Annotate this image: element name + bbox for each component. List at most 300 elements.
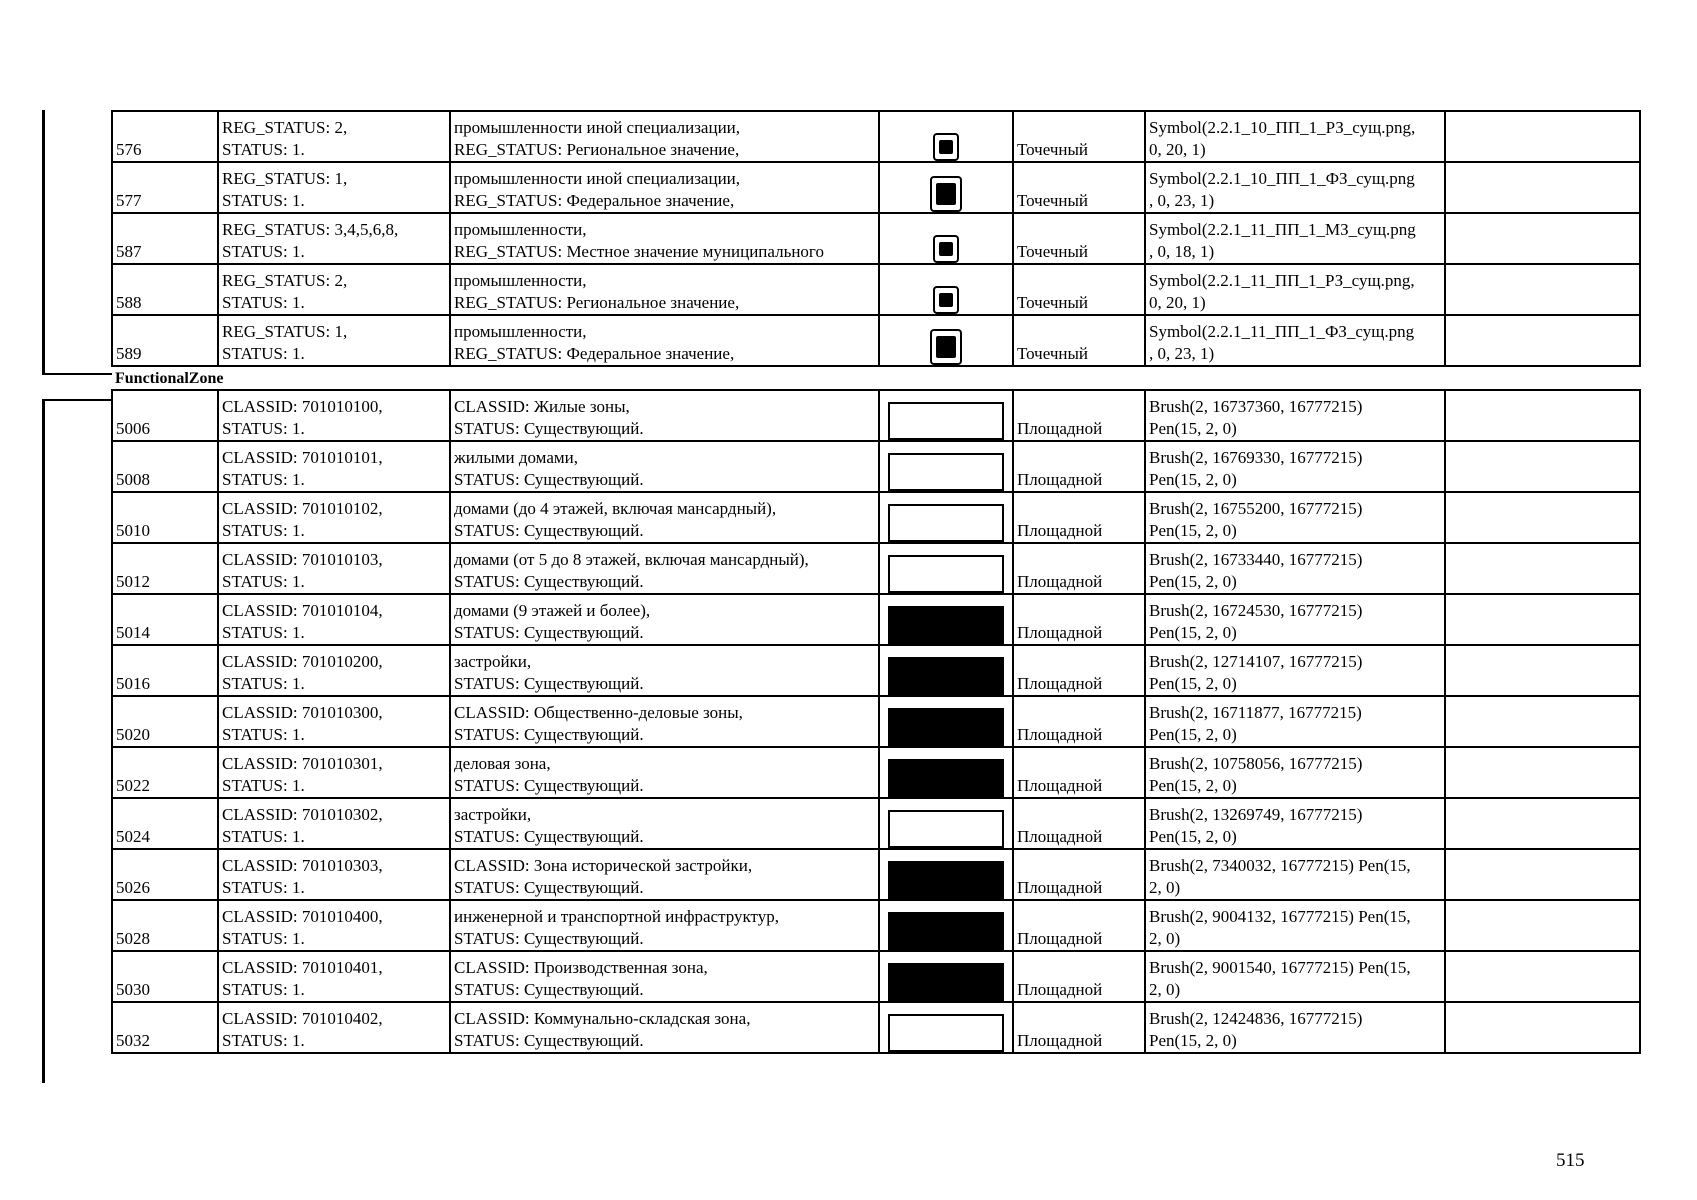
row-id bbox=[112, 441, 218, 492]
geometry-type-cell-line: Площадной bbox=[1017, 674, 1103, 693]
filter-cell bbox=[218, 747, 450, 798]
description-cell bbox=[450, 1002, 879, 1053]
section-divider-line bbox=[42, 373, 112, 375]
filter-cell-line: REG_STATUS: 1, bbox=[222, 169, 348, 188]
geometry-type-cell bbox=[1013, 492, 1145, 543]
filter-cell-line: REG_STATUS: 1, bbox=[222, 322, 348, 341]
row-id bbox=[112, 594, 218, 645]
symbol-cell bbox=[879, 213, 1013, 264]
zone-fill-swatch bbox=[888, 1014, 1004, 1052]
map-point-symbol-icon bbox=[933, 133, 959, 161]
filter-cell bbox=[218, 849, 450, 900]
filter-cell-line: STATUS: 1. bbox=[222, 827, 305, 846]
row-id-line: 5014 bbox=[116, 623, 150, 642]
empty-cell bbox=[1445, 390, 1640, 441]
row-id-line: 5032 bbox=[116, 1031, 150, 1050]
section-header-row bbox=[112, 366, 1640, 390]
symbol-cell bbox=[879, 747, 1013, 798]
geometry-type-cell-line: Точечный bbox=[1017, 191, 1089, 210]
style-cell-line: Brush(2, 9001540, 16777215) Pen(15, bbox=[1149, 958, 1411, 977]
map-point-symbol-icon bbox=[933, 286, 959, 314]
filter-cell-line: CLASSID: 701010303, bbox=[222, 856, 383, 875]
geometry-type-cell bbox=[1013, 951, 1145, 1002]
filter-cell-line: STATUS: 1. bbox=[222, 140, 305, 159]
style-cell-line: Brush(2, 16733440, 16777215) bbox=[1149, 550, 1363, 569]
row-id bbox=[112, 798, 218, 849]
symbol-cell bbox=[879, 1002, 1013, 1053]
geometry-type-cell-line: Площадной bbox=[1017, 725, 1103, 744]
description-cell-line: REG_STATUS: Региональное значение, bbox=[454, 140, 740, 159]
empty-cell bbox=[1445, 798, 1640, 849]
description-cell-line: CLASSID: Общественно-деловые зоны, bbox=[454, 703, 743, 722]
filter-cell-line: CLASSID: 701010300, bbox=[222, 703, 383, 722]
table-row bbox=[112, 441, 1640, 492]
symbol-cell bbox=[879, 900, 1013, 951]
style-cell-line: Brush(2, 12714107, 16777215) bbox=[1149, 652, 1363, 671]
page-number: 515 bbox=[1556, 1150, 1585, 1171]
style-cell-line: Brush(2, 12424836, 16777215) bbox=[1149, 1009, 1363, 1028]
empty-cell bbox=[1445, 162, 1640, 213]
filter-cell-line: CLASSID: 701010103, bbox=[222, 550, 383, 569]
style-cell-line: , 0, 23, 1) bbox=[1149, 344, 1215, 363]
style-cell-line: Brush(2, 16755200, 16777215) bbox=[1149, 499, 1363, 518]
geometry-type-cell bbox=[1013, 543, 1145, 594]
filter-cell bbox=[218, 315, 450, 366]
filter-cell-line: STATUS: 1. bbox=[222, 674, 305, 693]
style-cell bbox=[1145, 1002, 1445, 1053]
empty-cell bbox=[1445, 849, 1640, 900]
description-cell-line: промышленности, bbox=[454, 271, 587, 290]
filter-cell bbox=[218, 951, 450, 1002]
symbol-cell bbox=[879, 390, 1013, 441]
description-cell bbox=[450, 849, 879, 900]
geometry-type-cell bbox=[1013, 747, 1145, 798]
filter-cell-line: STATUS: 1. bbox=[222, 623, 305, 642]
description-cell-line: REG_STATUS: Местное значение муниципального bbox=[454, 242, 824, 261]
symbol-cell bbox=[879, 798, 1013, 849]
style-cell-line: Pen(15, 2, 0) bbox=[1149, 572, 1237, 591]
table-row bbox=[112, 594, 1640, 645]
description-cell-line: домами (до 4 этажей, включая мансардный), bbox=[454, 499, 777, 518]
style-cell bbox=[1145, 900, 1445, 951]
row-id bbox=[112, 747, 218, 798]
style-cell bbox=[1145, 315, 1445, 366]
empty-cell bbox=[1445, 696, 1640, 747]
description-cell-line: деловая зона, bbox=[454, 754, 551, 773]
filter-cell bbox=[218, 264, 450, 315]
zone-fill-swatch bbox=[888, 555, 1004, 593]
geometry-type-cell-line: Площадной bbox=[1017, 623, 1103, 642]
description-cell-line: жилыми домами, bbox=[454, 448, 578, 467]
description-cell-line: STATUS: Существующий. bbox=[454, 1031, 644, 1050]
filter-cell-line: STATUS: 1. bbox=[222, 776, 305, 795]
zone-fill-swatch bbox=[888, 861, 1004, 899]
style-cell-line: Pen(15, 2, 0) bbox=[1149, 1031, 1237, 1050]
row-id-line: 588 bbox=[116, 293, 142, 312]
style-cell-line: Brush(2, 16737360, 16777215) bbox=[1149, 397, 1363, 416]
style-cell bbox=[1145, 441, 1445, 492]
style-cell bbox=[1145, 645, 1445, 696]
style-cell bbox=[1145, 213, 1445, 264]
empty-cell bbox=[1445, 315, 1640, 366]
filter-cell bbox=[218, 798, 450, 849]
description-cell-line: промышленности, bbox=[454, 322, 587, 341]
style-cell bbox=[1145, 951, 1445, 1002]
filter-cell-line: STATUS: 1. bbox=[222, 293, 305, 312]
description-cell-line: REG_STATUS: Федеральное значение, bbox=[454, 191, 735, 210]
row-id bbox=[112, 492, 218, 543]
description-cell-line: инженерной и транспортной инфраструктур, bbox=[454, 907, 779, 926]
filter-cell-line: STATUS: 1. bbox=[222, 725, 305, 744]
empty-cell bbox=[1445, 645, 1640, 696]
description-cell-line: домами (от 5 до 8 этажей, включая мансардный), bbox=[454, 550, 809, 569]
geometry-type-cell bbox=[1013, 594, 1145, 645]
row-id bbox=[112, 900, 218, 951]
style-cell-line: Pen(15, 2, 0) bbox=[1149, 623, 1237, 642]
filter-cell-line: STATUS: 1. bbox=[222, 521, 305, 540]
filter-cell-line: CLASSID: 701010101, bbox=[222, 448, 383, 467]
description-cell bbox=[450, 390, 879, 441]
map-point-symbol-icon bbox=[933, 235, 959, 263]
table-row bbox=[112, 951, 1640, 1002]
empty-cell bbox=[1445, 594, 1640, 645]
geometry-type-cell bbox=[1013, 390, 1145, 441]
description-cell bbox=[450, 264, 879, 315]
geometry-type-cell bbox=[1013, 213, 1145, 264]
style-cell-line: Pen(15, 2, 0) bbox=[1149, 776, 1237, 795]
left-margin-rule-bottom bbox=[42, 400, 45, 1083]
filter-cell-line: CLASSID: 701010102, bbox=[222, 499, 383, 518]
filter-cell bbox=[218, 390, 450, 441]
geometry-type-cell bbox=[1013, 798, 1145, 849]
table-row bbox=[112, 315, 1640, 366]
zone-fill-swatch bbox=[888, 708, 1004, 746]
row-id bbox=[112, 264, 218, 315]
style-cell-line: Symbol(2.2.1_10_ПП_1_РЗ_сущ.png, bbox=[1149, 118, 1416, 137]
table-row bbox=[112, 162, 1640, 213]
style-cell-line: 2, 0) bbox=[1149, 980, 1181, 999]
description-cell bbox=[450, 798, 879, 849]
filter-cell-line: STATUS: 1. bbox=[222, 470, 305, 489]
filter-cell bbox=[218, 645, 450, 696]
row-id bbox=[112, 1002, 218, 1053]
description-cell bbox=[450, 747, 879, 798]
description-cell bbox=[450, 162, 879, 213]
geometry-type-cell-line: Точечный bbox=[1017, 242, 1089, 261]
zone-fill-swatch bbox=[888, 453, 1004, 491]
geometry-type-cell-line: Площадной bbox=[1017, 980, 1103, 999]
style-cell bbox=[1145, 492, 1445, 543]
filter-cell bbox=[218, 543, 450, 594]
style-cell bbox=[1145, 594, 1445, 645]
geometry-type-cell-line: Площадной bbox=[1017, 776, 1103, 795]
symbol-cell bbox=[879, 315, 1013, 366]
symbol-cell bbox=[879, 111, 1013, 162]
geometry-type-cell-line: Точечный bbox=[1017, 293, 1089, 312]
geometry-type-cell bbox=[1013, 264, 1145, 315]
style-cell bbox=[1145, 798, 1445, 849]
symbol-cell bbox=[879, 162, 1013, 213]
filter-cell-line: REG_STATUS: 2, bbox=[222, 271, 348, 290]
description-cell-line: STATUS: Существующий. bbox=[454, 827, 644, 846]
description-cell bbox=[450, 543, 879, 594]
style-cell-line: , 0, 23, 1) bbox=[1149, 191, 1215, 210]
style-cell-line: Pen(15, 2, 0) bbox=[1149, 827, 1237, 846]
row-id bbox=[112, 162, 218, 213]
style-cell-line: Pen(15, 2, 0) bbox=[1149, 470, 1237, 489]
style-cell-line: Brush(2, 16724530, 16777215) bbox=[1149, 601, 1363, 620]
filter-cell-line: CLASSID: 701010402, bbox=[222, 1009, 383, 1028]
table-row bbox=[112, 264, 1640, 315]
row-id bbox=[112, 213, 218, 264]
filter-cell bbox=[218, 162, 450, 213]
table-row bbox=[112, 1002, 1640, 1053]
row-id-line: 587 bbox=[116, 242, 142, 261]
zone-fill-swatch bbox=[888, 606, 1004, 644]
geometry-type-cell-line: Площадной bbox=[1017, 827, 1103, 846]
filter-cell-line: REG_STATUS: 3,4,5,6,8, bbox=[222, 220, 399, 239]
row-id-line: 5030 bbox=[116, 980, 150, 999]
filter-cell-line: CLASSID: 701010301, bbox=[222, 754, 383, 773]
geometry-type-cell bbox=[1013, 162, 1145, 213]
filter-cell-line: STATUS: 1. bbox=[222, 878, 305, 897]
geometry-type-cell-line: Точечный bbox=[1017, 344, 1089, 363]
description-cell-line: STATUS: Существующий. bbox=[454, 776, 644, 795]
row-id bbox=[112, 390, 218, 441]
filter-cell-line: STATUS: 1. bbox=[222, 980, 305, 999]
style-cell-line: Brush(2, 10758056, 16777215) bbox=[1149, 754, 1363, 773]
row-id-line: 5022 bbox=[116, 776, 150, 795]
symbol-cell bbox=[879, 951, 1013, 1002]
table-row bbox=[112, 390, 1640, 441]
table-row bbox=[112, 492, 1640, 543]
symbology-table bbox=[111, 110, 1641, 1054]
section-title: FunctionalZone bbox=[112, 366, 1640, 390]
row-id bbox=[112, 543, 218, 594]
style-cell bbox=[1145, 543, 1445, 594]
filter-cell-line: STATUS: 1. bbox=[222, 344, 305, 363]
style-cell bbox=[1145, 264, 1445, 315]
geometry-type-cell bbox=[1013, 315, 1145, 366]
style-cell bbox=[1145, 747, 1445, 798]
filter-cell-line: REG_STATUS: 2, bbox=[222, 118, 348, 137]
filter-cell bbox=[218, 594, 450, 645]
description-cell-line: промышленности, bbox=[454, 220, 587, 239]
geometry-type-cell bbox=[1013, 849, 1145, 900]
filter-cell bbox=[218, 492, 450, 543]
style-cell-line: Brush(2, 7340032, 16777215) Pen(15, bbox=[1149, 856, 1411, 875]
geometry-type-cell-line: Площадной bbox=[1017, 929, 1103, 948]
style-cell-line: Pen(15, 2, 0) bbox=[1149, 419, 1237, 438]
row-id-line: 5010 bbox=[116, 521, 150, 540]
zone-fill-swatch bbox=[888, 759, 1004, 797]
table-row bbox=[112, 798, 1640, 849]
style-cell-line: Symbol(2.2.1_11_ПП_1_ФЗ_сущ.png bbox=[1149, 322, 1415, 341]
style-cell bbox=[1145, 111, 1445, 162]
description-cell-line: STATUS: Существующий. bbox=[454, 878, 644, 897]
description-cell bbox=[450, 213, 879, 264]
symbol-cell bbox=[879, 696, 1013, 747]
geometry-type-cell-line: Площадной bbox=[1017, 521, 1103, 540]
row-id-line: 589 bbox=[116, 344, 142, 363]
symbol-cell bbox=[879, 849, 1013, 900]
description-cell bbox=[450, 315, 879, 366]
table-row bbox=[112, 900, 1640, 951]
description-cell-line: домами (9 этажей и более), bbox=[454, 601, 651, 620]
row-id bbox=[112, 315, 218, 366]
empty-cell bbox=[1445, 213, 1640, 264]
symbol-cell bbox=[879, 594, 1013, 645]
row-id bbox=[112, 645, 218, 696]
filter-cell-line: CLASSID: 701010100, bbox=[222, 397, 383, 416]
row-id bbox=[112, 696, 218, 747]
symbol-cell bbox=[879, 543, 1013, 594]
geometry-type-cell bbox=[1013, 1002, 1145, 1053]
zone-fill-swatch bbox=[888, 504, 1004, 542]
geometry-type-cell-line: Площадной bbox=[1017, 878, 1103, 897]
left-margin-rule-top bbox=[42, 110, 45, 373]
table-row bbox=[112, 849, 1640, 900]
empty-cell bbox=[1445, 441, 1640, 492]
style-cell-line: 2, 0) bbox=[1149, 929, 1181, 948]
zone-fill-swatch bbox=[888, 402, 1004, 440]
description-cell bbox=[450, 951, 879, 1002]
style-cell-line: 0, 20, 1) bbox=[1149, 140, 1206, 159]
section-divider-line bbox=[42, 399, 112, 401]
geometry-type-cell-line: Площадной bbox=[1017, 470, 1103, 489]
table-row bbox=[112, 645, 1640, 696]
empty-cell bbox=[1445, 951, 1640, 1002]
style-cell-line: Brush(2, 13269749, 16777215) bbox=[1149, 805, 1363, 824]
empty-cell bbox=[1445, 900, 1640, 951]
style-cell-line: 0, 20, 1) bbox=[1149, 293, 1206, 312]
style-cell-line: Pen(15, 2, 0) bbox=[1149, 674, 1237, 693]
style-cell bbox=[1145, 849, 1445, 900]
row-id-line: 5024 bbox=[116, 827, 150, 846]
description-cell-line: CLASSID: Производственная зона, bbox=[454, 958, 708, 977]
symbol-cell bbox=[879, 441, 1013, 492]
description-cell-line: STATUS: Существующий. bbox=[454, 725, 644, 744]
description-cell-line: STATUS: Существующий. bbox=[454, 929, 644, 948]
description-cell-line: STATUS: Существующий. bbox=[454, 470, 644, 489]
description-cell bbox=[450, 492, 879, 543]
row-id bbox=[112, 849, 218, 900]
description-cell-line: REG_STATUS: Федеральное значение, bbox=[454, 344, 735, 363]
filter-cell-line: CLASSID: 701010200, bbox=[222, 652, 383, 671]
filter-cell-line: STATUS: 1. bbox=[222, 419, 305, 438]
row-id-line: 5008 bbox=[116, 470, 150, 489]
description-cell-line: STATUS: Существующий. bbox=[454, 674, 644, 693]
style-cell-line: 2, 0) bbox=[1149, 878, 1181, 897]
description-cell-line: застройки, bbox=[454, 805, 532, 824]
filter-cell-line: STATUS: 1. bbox=[222, 242, 305, 261]
filter-cell bbox=[218, 900, 450, 951]
description-cell-line: STATUS: Существующий. bbox=[454, 572, 644, 591]
zone-fill-swatch bbox=[888, 963, 1004, 1001]
filter-cell-line: STATUS: 1. bbox=[222, 191, 305, 210]
filter-cell-line: STATUS: 1. bbox=[222, 1031, 305, 1050]
geometry-type-cell bbox=[1013, 900, 1145, 951]
description-cell bbox=[450, 441, 879, 492]
description-cell-line: CLASSID: Коммунально-складская зона, bbox=[454, 1009, 751, 1028]
style-cell-line: Symbol(2.2.1_11_ПП_1_РЗ_сущ.png, bbox=[1149, 271, 1415, 290]
filter-cell-line: CLASSID: 701010401, bbox=[222, 958, 383, 977]
style-cell-line: Brush(2, 9004132, 16777215) Pen(15, bbox=[1149, 907, 1411, 926]
filter-cell bbox=[218, 696, 450, 747]
row-id-line: 5026 bbox=[116, 878, 150, 897]
filter-cell-line: CLASSID: 701010302, bbox=[222, 805, 383, 824]
filter-cell-line: CLASSID: 701010104, bbox=[222, 601, 383, 620]
symbology-table-body bbox=[112, 111, 1640, 1053]
description-cell-line: REG_STATUS: Региональное значение, bbox=[454, 293, 740, 312]
table-row bbox=[112, 111, 1640, 162]
filter-cell bbox=[218, 213, 450, 264]
row-id-line: 577 bbox=[116, 191, 142, 210]
row-id-line: 5006 bbox=[116, 419, 150, 438]
filter-cell-line: CLASSID: 701010400, bbox=[222, 907, 383, 926]
description-cell-line: STATUS: Существующий. bbox=[454, 419, 644, 438]
row-id-line: 5028 bbox=[116, 929, 150, 948]
empty-cell bbox=[1445, 492, 1640, 543]
description-cell-line: промышленности иной специализации, bbox=[454, 169, 741, 188]
empty-cell bbox=[1445, 747, 1640, 798]
filter-cell-line: STATUS: 1. bbox=[222, 929, 305, 948]
style-cell-line: , 0, 18, 1) bbox=[1149, 242, 1215, 261]
description-cell-line: CLASSID: Жилые зоны, bbox=[454, 397, 630, 416]
symbol-cell bbox=[879, 645, 1013, 696]
geometry-type-cell bbox=[1013, 696, 1145, 747]
description-cell-line: STATUS: Существующий. bbox=[454, 521, 644, 540]
description-cell-line: STATUS: Существующий. bbox=[454, 623, 644, 642]
style-cell-line: Symbol(2.2.1_11_ПП_1_МЗ_сущ.png bbox=[1149, 220, 1416, 239]
zone-fill-swatch bbox=[888, 810, 1004, 848]
style-cell bbox=[1145, 390, 1445, 441]
style-cell bbox=[1145, 162, 1445, 213]
empty-cell bbox=[1445, 111, 1640, 162]
description-cell-line: застройки, bbox=[454, 652, 532, 671]
description-cell bbox=[450, 900, 879, 951]
geometry-type-cell-line: Площадной bbox=[1017, 419, 1103, 438]
filter-cell bbox=[218, 1002, 450, 1053]
style-cell bbox=[1145, 696, 1445, 747]
table-row bbox=[112, 696, 1640, 747]
row-id-line: 5012 bbox=[116, 572, 150, 591]
description-cell-line: промышленности иной специализации, bbox=[454, 118, 741, 137]
row-id bbox=[112, 951, 218, 1002]
map-point-symbol-icon bbox=[930, 176, 962, 212]
row-id-line: 5016 bbox=[116, 674, 150, 693]
style-cell-line: Brush(2, 16769330, 16777215) bbox=[1149, 448, 1363, 467]
style-cell-line: Symbol(2.2.1_10_ПП_1_ФЗ_сущ.png bbox=[1149, 169, 1415, 188]
row-id-line: 576 bbox=[116, 140, 142, 159]
map-point-symbol-icon bbox=[930, 329, 962, 365]
filter-cell bbox=[218, 111, 450, 162]
table-row bbox=[112, 543, 1640, 594]
filter-cell bbox=[218, 441, 450, 492]
geometry-type-cell-line: Площадной bbox=[1017, 572, 1103, 591]
row-id-line: 5020 bbox=[116, 725, 150, 744]
style-cell-line: Pen(15, 2, 0) bbox=[1149, 725, 1237, 744]
symbol-cell bbox=[879, 492, 1013, 543]
row-id bbox=[112, 111, 218, 162]
geometry-type-cell bbox=[1013, 111, 1145, 162]
symbol-cell bbox=[879, 264, 1013, 315]
description-cell bbox=[450, 696, 879, 747]
empty-cell bbox=[1445, 264, 1640, 315]
geometry-type-cell-line: Площадной bbox=[1017, 1031, 1103, 1050]
style-cell-line: Brush(2, 16711877, 16777215) bbox=[1149, 703, 1362, 722]
description-cell bbox=[450, 111, 879, 162]
